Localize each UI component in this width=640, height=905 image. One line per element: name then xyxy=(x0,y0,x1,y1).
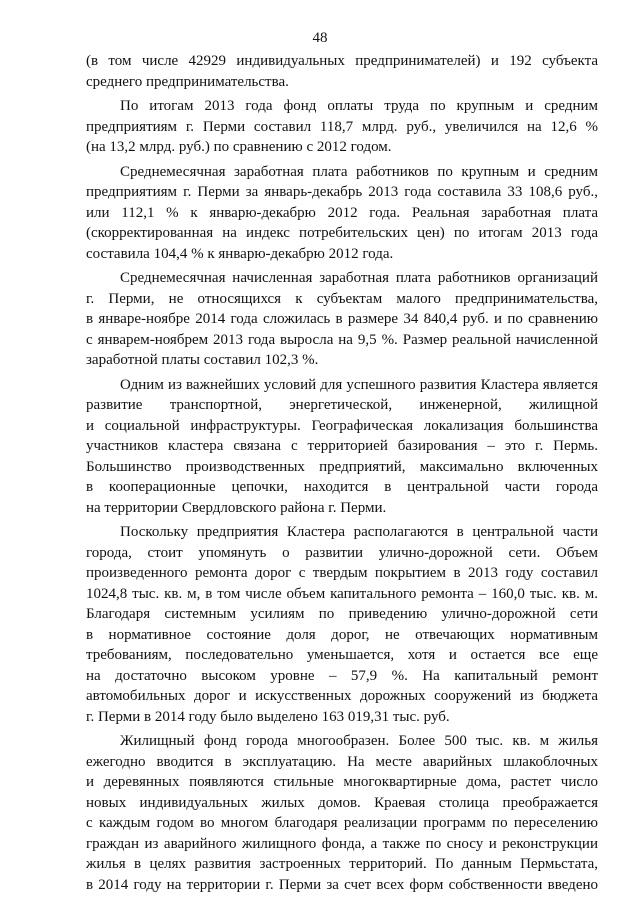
text-line: Одним из важнейших условий для успешного развития Кластера является xyxy=(120,376,598,393)
text-line: Большинство производственных предприятий, максимально включенных xyxy=(86,458,598,475)
text-line: произведенного ремонта дорог с твердым покрытием в 2013 году составил xyxy=(86,565,598,581)
text-line: г. Перми в 2014 году было выделено 163 019,31 тыс. руб. xyxy=(86,708,450,725)
text-line: Поскольку предприятия Кластера располагаются в центральной части xyxy=(120,524,598,540)
text-line: ежегодно вводится в эксплуатацию. На месте аварийных шлакоблочных xyxy=(86,753,598,770)
text-line: в январе-ноябре 2014 года сложилась в размере 34 840,4 руб. и по сравнению xyxy=(86,311,598,327)
text-line: Среднемесячная заработная плата работников по крупным и средним xyxy=(120,163,598,180)
text-line: требованиям, последовательно уменьшается, хотя и остается все еще xyxy=(86,647,598,663)
text-line: на достаточно высоком уровне – 57,9 %. На капитальный ремонт xyxy=(86,667,598,684)
paragraph-average-salary-2013 xyxy=(86,162,598,265)
text-line: (скорректированная на индекс потребительских цен) по итогам 2013 года xyxy=(86,225,598,241)
text-line: среднего предпринимательства. xyxy=(86,73,289,90)
text-line: или 112,1 % к январю-декабрю 2012 года. Реальная заработная плата xyxy=(86,204,598,221)
text-line: на территории Свердловского района г. Перми. xyxy=(86,499,387,516)
text-line: и социальной инфраструктуры. Географическая локализация большинства xyxy=(86,417,598,434)
paragraph-road-network xyxy=(86,522,598,727)
text-line: Благодаря системным усилиям по приведению улично-дорожной сети xyxy=(86,606,598,622)
text-line: развитие транспортной, энергетической, инженерной, жилищной xyxy=(86,397,598,413)
text-line: г. Перми, не относящихся к субъектам малого предпринимательства, xyxy=(86,290,598,307)
text-line: предприятиям г. Перми составил 118,7 млрд. руб., увеличился на 12,6 % xyxy=(86,118,598,135)
text-line: предприятиям г. Перми за январь-декабрь 2013 года составила 33 108,6 руб., xyxy=(86,184,598,200)
text-line: в кооперационные цепочки, находится в центральной части города xyxy=(86,479,598,495)
text-line: и деревянных появляются стильные многоквартирные дома, растет число xyxy=(86,774,598,790)
text-line: с каждым годом во многом благодаря реализации программ по переселению xyxy=(86,815,598,831)
text-line: 1024,8 тыс. кв. м, в том числе объем капитального ремонта – 160,0 тыс. кв. м. xyxy=(86,585,598,602)
text-line: По итогам 2013 года фонд оплаты труда по крупным и средним xyxy=(120,98,598,114)
text-line: в нормативное состояние доля дорог, не отвечающих нормативным xyxy=(86,626,598,643)
text-line: с январем-ноябрем 2013 года выросла на 9,5 %. Размер реальной начисленной xyxy=(86,331,598,348)
paragraph-entrepreneurs xyxy=(86,51,598,92)
text-line: автомобильных дорог и искусственных дорожных сооружений из бюджета xyxy=(86,688,598,704)
text-line: (в том числе 42929 индивидуальных предпринимателей) и 192 субъекта xyxy=(86,53,598,69)
text-line: новых индивидуальных жилых домов. Краевая столица преображается xyxy=(86,794,598,811)
text-line: в 2014 году на территории г. Перми за счет всех форм собственности введено xyxy=(86,876,598,893)
text-line: жилья в целях развития застроенных территорий. По данным Пермьстата, xyxy=(86,856,598,872)
text-line: города, стоит упомянуть о развитии улично-дорожной сети. Объем xyxy=(86,544,598,561)
text-line: заработной платы составил 102,3 %. xyxy=(86,352,319,368)
text-line: участников кластера связана с территорией базирования – это г. Пермь. xyxy=(86,438,598,454)
page-number: 48 xyxy=(312,30,328,46)
paragraph-housing xyxy=(86,731,598,895)
text-line: составила 104,4 % к январю-декабрю 2012 года. xyxy=(86,245,394,262)
paragraph-wage-fund xyxy=(86,96,598,158)
text-line: Жилищный фонд города многообразен. Более 500 тыс. кв. м жилья xyxy=(120,733,598,749)
paragraph-average-salary-2014 xyxy=(86,268,598,371)
paragraph-cluster-infrastructure xyxy=(86,375,598,519)
document-body xyxy=(86,51,598,895)
text-line: Среднемесячная начисленная заработная плата работников организаций xyxy=(120,270,598,286)
text-line: (на 13,2 млрд. руб.) по сравнению с 2012 годом. xyxy=(86,139,392,155)
text-line: граждан из аварийного жилищного фонда, а также по сносу и реконструкции xyxy=(86,835,598,852)
